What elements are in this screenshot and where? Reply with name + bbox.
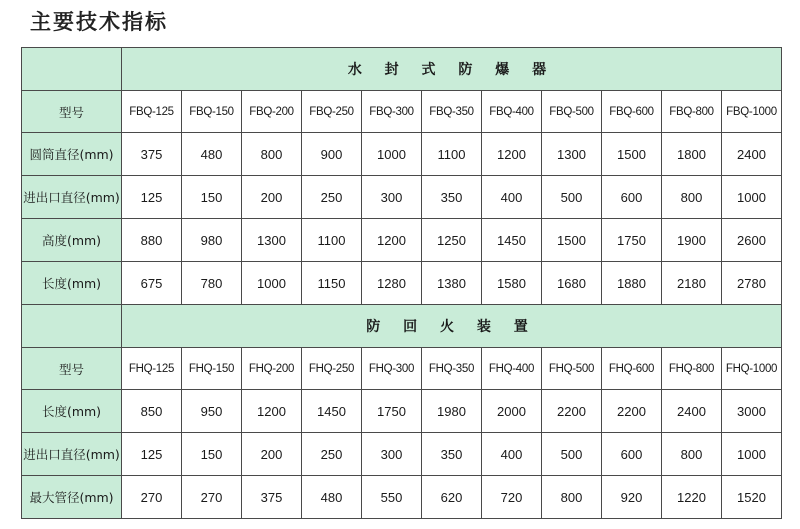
model-cell: FBQ-150 (182, 91, 242, 133)
value-cell: 950 (182, 390, 242, 433)
value-cell: 500 (542, 176, 602, 219)
model-cell: FBQ-125 (122, 91, 182, 133)
value-cell: 850 (122, 390, 182, 433)
value-cell: 2200 (542, 390, 602, 433)
value-cell: 1280 (362, 262, 422, 305)
value-cell: 1000 (242, 262, 302, 305)
value-cell: 270 (122, 476, 182, 519)
value-cell: 480 (302, 476, 362, 519)
model-cell: FHQ-400 (482, 348, 542, 390)
row-label: 长度(mm) (22, 390, 122, 433)
value-cell: 1450 (482, 219, 542, 262)
value-cell: 2400 (722, 133, 782, 176)
model-cell: FBQ-500 (542, 91, 602, 133)
value-cell: 1750 (602, 219, 662, 262)
section-heading-row (22, 305, 782, 348)
value-cell: 1200 (242, 390, 302, 433)
value-cell: 1750 (362, 390, 422, 433)
value-cell: 800 (542, 476, 602, 519)
model-cell: FHQ-200 (242, 348, 302, 390)
model-cell: FHQ-800 (662, 348, 722, 390)
model-cell: FBQ-800 (662, 91, 722, 133)
value-cell: 1000 (722, 433, 782, 476)
value-cell: 800 (662, 176, 722, 219)
value-cell: 1520 (722, 476, 782, 519)
spec-table (21, 47, 782, 519)
value-cell: 125 (122, 176, 182, 219)
value-cell: 800 (662, 433, 722, 476)
model-cell: FHQ-300 (362, 348, 422, 390)
section-heading-row (22, 48, 782, 91)
model-cell: FBQ-250 (302, 91, 362, 133)
model-cell: FHQ-125 (122, 348, 182, 390)
value-cell: 1100 (422, 133, 482, 176)
value-cell: 350 (422, 433, 482, 476)
row-label: 最大管径(mm) (22, 476, 122, 519)
value-cell: 150 (182, 433, 242, 476)
value-cell: 250 (302, 433, 362, 476)
table-row (22, 476, 782, 519)
value-cell: 1220 (662, 476, 722, 519)
table-row (22, 390, 782, 433)
model-cell: FBQ-350 (422, 91, 482, 133)
value-cell: 1580 (482, 262, 542, 305)
value-cell: 200 (242, 176, 302, 219)
value-cell: 1900 (662, 219, 722, 262)
value-cell: 1000 (362, 133, 422, 176)
value-cell: 920 (602, 476, 662, 519)
value-cell: 780 (182, 262, 242, 305)
model-cell: FBQ-200 (242, 91, 302, 133)
table-row (22, 262, 782, 305)
value-cell: 2200 (602, 390, 662, 433)
value-cell: 300 (362, 176, 422, 219)
value-cell: 1380 (422, 262, 482, 305)
model-cell: FBQ-300 (362, 91, 422, 133)
value-cell: 720 (482, 476, 542, 519)
model-row (22, 348, 782, 390)
value-cell: 350 (422, 176, 482, 219)
value-cell: 880 (122, 219, 182, 262)
value-cell: 1500 (542, 219, 602, 262)
section-heading-blank (22, 48, 122, 91)
row-label: 进出口直径(mm) (22, 433, 122, 476)
model-row (22, 91, 782, 133)
model-label: 型号 (22, 348, 122, 390)
model-cell: FHQ-1000 (722, 348, 782, 390)
row-label: 进出口直径(mm) (22, 176, 122, 219)
model-label: 型号 (22, 91, 122, 133)
value-cell: 800 (242, 133, 302, 176)
value-cell: 2400 (662, 390, 722, 433)
value-cell: 1500 (602, 133, 662, 176)
value-cell: 620 (422, 476, 482, 519)
value-cell: 1450 (302, 390, 362, 433)
model-cell: FHQ-350 (422, 348, 482, 390)
value-cell: 400 (482, 433, 542, 476)
value-cell: 2780 (722, 262, 782, 305)
value-cell: 2000 (482, 390, 542, 433)
value-cell: 2180 (662, 262, 722, 305)
value-cell: 1800 (662, 133, 722, 176)
model-cell: FHQ-600 (602, 348, 662, 390)
value-cell: 1200 (482, 133, 542, 176)
value-cell: 200 (242, 433, 302, 476)
section-heading: 水 封 式 防 爆 器 (122, 48, 782, 91)
model-cell: FHQ-150 (182, 348, 242, 390)
value-cell: 675 (122, 262, 182, 305)
page-title: 主要技术指标 (30, 10, 168, 34)
value-cell: 500 (542, 433, 602, 476)
value-cell: 300 (362, 433, 422, 476)
value-cell: 125 (122, 433, 182, 476)
table-row (22, 219, 782, 262)
value-cell: 1250 (422, 219, 482, 262)
row-label: 圆筒直径(mm) (22, 133, 122, 176)
value-cell: 1980 (422, 390, 482, 433)
value-cell: 400 (482, 176, 542, 219)
model-cell: FHQ-500 (542, 348, 602, 390)
value-cell: 1150 (302, 262, 362, 305)
model-cell: FBQ-600 (602, 91, 662, 133)
model-cell: FBQ-400 (482, 91, 542, 133)
value-cell: 1300 (542, 133, 602, 176)
value-cell: 150 (182, 176, 242, 219)
value-cell: 1200 (362, 219, 422, 262)
value-cell: 550 (362, 476, 422, 519)
value-cell: 250 (302, 176, 362, 219)
value-cell: 980 (182, 219, 242, 262)
row-label: 长度(mm) (22, 262, 122, 305)
section-heading: 防 回 火 装 置 (122, 305, 782, 348)
table-row (22, 433, 782, 476)
table-row (22, 176, 782, 219)
value-cell: 1300 (242, 219, 302, 262)
value-cell: 2600 (722, 219, 782, 262)
value-cell: 375 (122, 133, 182, 176)
value-cell: 1880 (602, 262, 662, 305)
table-row (22, 133, 782, 176)
value-cell: 375 (242, 476, 302, 519)
model-cell: FHQ-250 (302, 348, 362, 390)
section-heading-blank (22, 305, 122, 348)
value-cell: 600 (602, 433, 662, 476)
value-cell: 900 (302, 133, 362, 176)
value-cell: 1680 (542, 262, 602, 305)
model-cell: FBQ-1000 (722, 91, 782, 133)
value-cell: 270 (182, 476, 242, 519)
value-cell: 1100 (302, 219, 362, 262)
value-cell: 3000 (722, 390, 782, 433)
row-label: 高度(mm) (22, 219, 122, 262)
value-cell: 600 (602, 176, 662, 219)
value-cell: 480 (182, 133, 242, 176)
value-cell: 1000 (722, 176, 782, 219)
